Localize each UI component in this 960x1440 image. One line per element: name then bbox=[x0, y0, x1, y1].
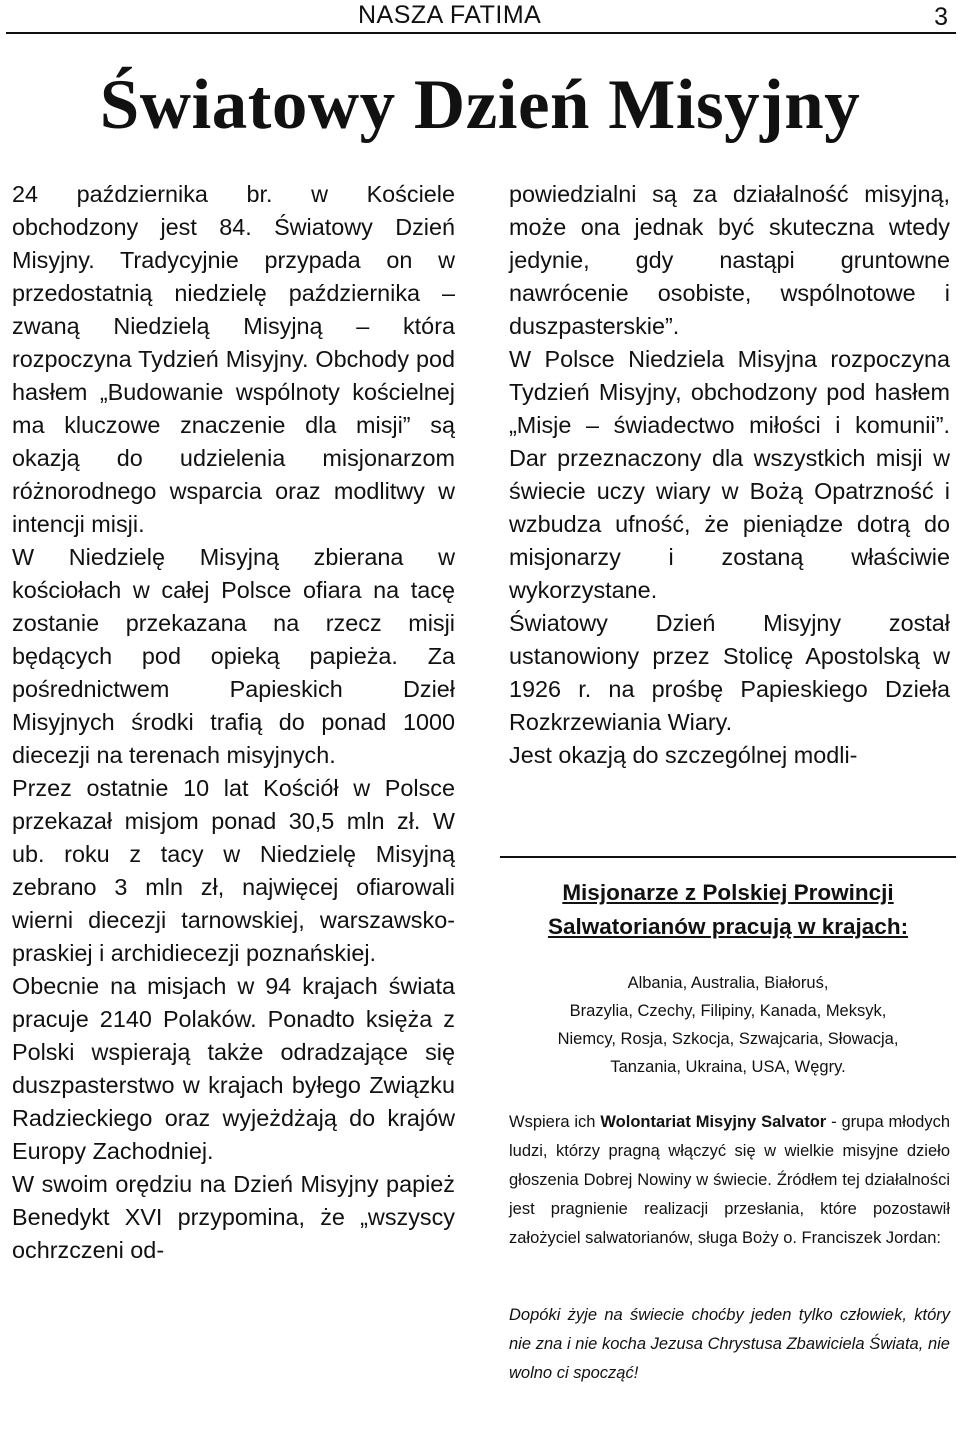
jordan-quote: Dopóki żyje na świecie choćby jeden tylko człowiek, który nie zna i nie kocha Jezusa Chrystusa Zbawiciela Świata, nie wolno ci spocząć! bbox=[509, 1306, 950, 1382]
article-right-column bbox=[509, 178, 950, 772]
box-heading-line: Salwatorianów pracują w krajach: bbox=[547, 914, 909, 939]
article-title: Światowy Dzień Misyjny bbox=[99, 66, 861, 144]
article-paragraph: Obecnie na misjach w 94 krajach świata pracuje 2140 Polaków. Ponadto księża z Polski wspierają także odradzające się duszpasterstwo w krajach byłego Związku Radzieckiego oraz wyjeżdżają do krajów Europy Zachodniej. bbox=[12, 973, 455, 1164]
header-rule bbox=[6, 32, 956, 34]
publication-title: NASZA FATIMA bbox=[358, 1, 542, 29]
volunteer-description: - grupa młodych ludzi, którzy pragną włączyć się w wielkie misyjne dzieło głoszenia Dobrej Nowiny w świecie. Źródłem tej działalności jest pragnienie realizacji przesłania, które pozostawił założyciel salwatorianów, sługa Boży o. Franciszek Jordan: bbox=[509, 1113, 950, 1247]
article-left-column bbox=[12, 178, 455, 1267]
article-paragraph: Światowy Dzień Misyjny został ustanowiony przez Stolicę Apostolską w 1926 r. na prośbę Papieskiego Dzieła Rozkrzewiania Wiary. bbox=[509, 610, 950, 735]
volunteer-paragraph bbox=[509, 1108, 950, 1253]
page-header bbox=[0, 0, 960, 36]
countries-line: Niemcy, Rosja, Szkocja, Szwajcaria, Słowacja, bbox=[557, 1030, 899, 1048]
article-paragraph: W Niedzielę Misyjną zbierana w kościołach w całej Polsce ofiara na tacę zostanie przekazana na rzecz misji będących pod opieką papieża. Za pośrednictwem Papieskich Dzieł Misyjnych środki trafią do ponad 1000 diecezji na terenach misyjnych. bbox=[12, 544, 455, 768]
volunteer-org-name: Wolontariat Misyjny Salvator bbox=[600, 1113, 827, 1131]
article-paragraph: 24 października br. w Kościele obchodzony jest 84. Światowy Dzień Misyjny. Tradycyjnie przypada on w przedostatnią niedzielę października – zwaną Niedzielą Misyjną – która rozpoczyna Tydzień Misyjny. Obchody pod hasłem „Budowanie wspólnoty kościelnej ma kluczowe znaczenie dla misji” są okazją do udzielenia misjonarzom różnorodnego wsparcia oraz modlitwy w intencji misji. bbox=[12, 181, 455, 537]
countries-line: Albania, Australia, Białoruś, bbox=[627, 974, 829, 992]
article-paragraph: W Polsce Niedziela Misyjna rozpoczyna Tydzień Misyjny, obchodzony pod hasłem „Misje – świadectwo miłości i komunii”. Dar przeznaczony dla wszystkich misji w świecie uczy wiary w Bożą Opatrzność i wzbudza ufność, że pieniądze dotrą do misjonarzy i zostaną właściwie wykorzystane. bbox=[509, 346, 950, 603]
section-divider bbox=[500, 856, 956, 858]
box-heading-line: Misjonarze z Polskiej Prowincji bbox=[562, 880, 894, 905]
article-paragraph: Przez ostatnie 10 lat Kościół w Polsce przekazał misjom ponad 30,5 mln zł. W ub. roku z tacy w Niedzielę Misyjną zebrano 3 mln zł, najwięcej ofiarowali wierni diecezji tarnowskiej, warszawsko-praskiej i archidiecezji poznańskiej. bbox=[12, 775, 455, 966]
page-number: 3 bbox=[934, 3, 948, 31]
article-paragraph: Jest okazją do szczególnej modli- bbox=[509, 742, 858, 768]
missionaries-box-heading bbox=[500, 876, 956, 944]
countries-line: Brazylia, Czechy, Filipiny, Kanada, Meksyk, bbox=[569, 1002, 887, 1020]
article-paragraph: powiedzialni są za działalność misyjną, może ona jednak być skuteczna wtedy jedynie, gdy nastąpi gruntowne nawrócenie osobiste, wspólnotowe i duszpasterskie”. bbox=[509, 181, 950, 339]
volunteer-prefix: Wspiera ich bbox=[509, 1113, 596, 1131]
article-paragraph: W swoim orędziu na Dzień Misyjny papież Benedykt XVI przypomina, że „wszyscy ochrzczeni od- bbox=[12, 1171, 455, 1263]
countries-line: Tanzania, Ukraina, USA, Węgry. bbox=[610, 1058, 846, 1076]
countries-list bbox=[500, 969, 956, 1081]
